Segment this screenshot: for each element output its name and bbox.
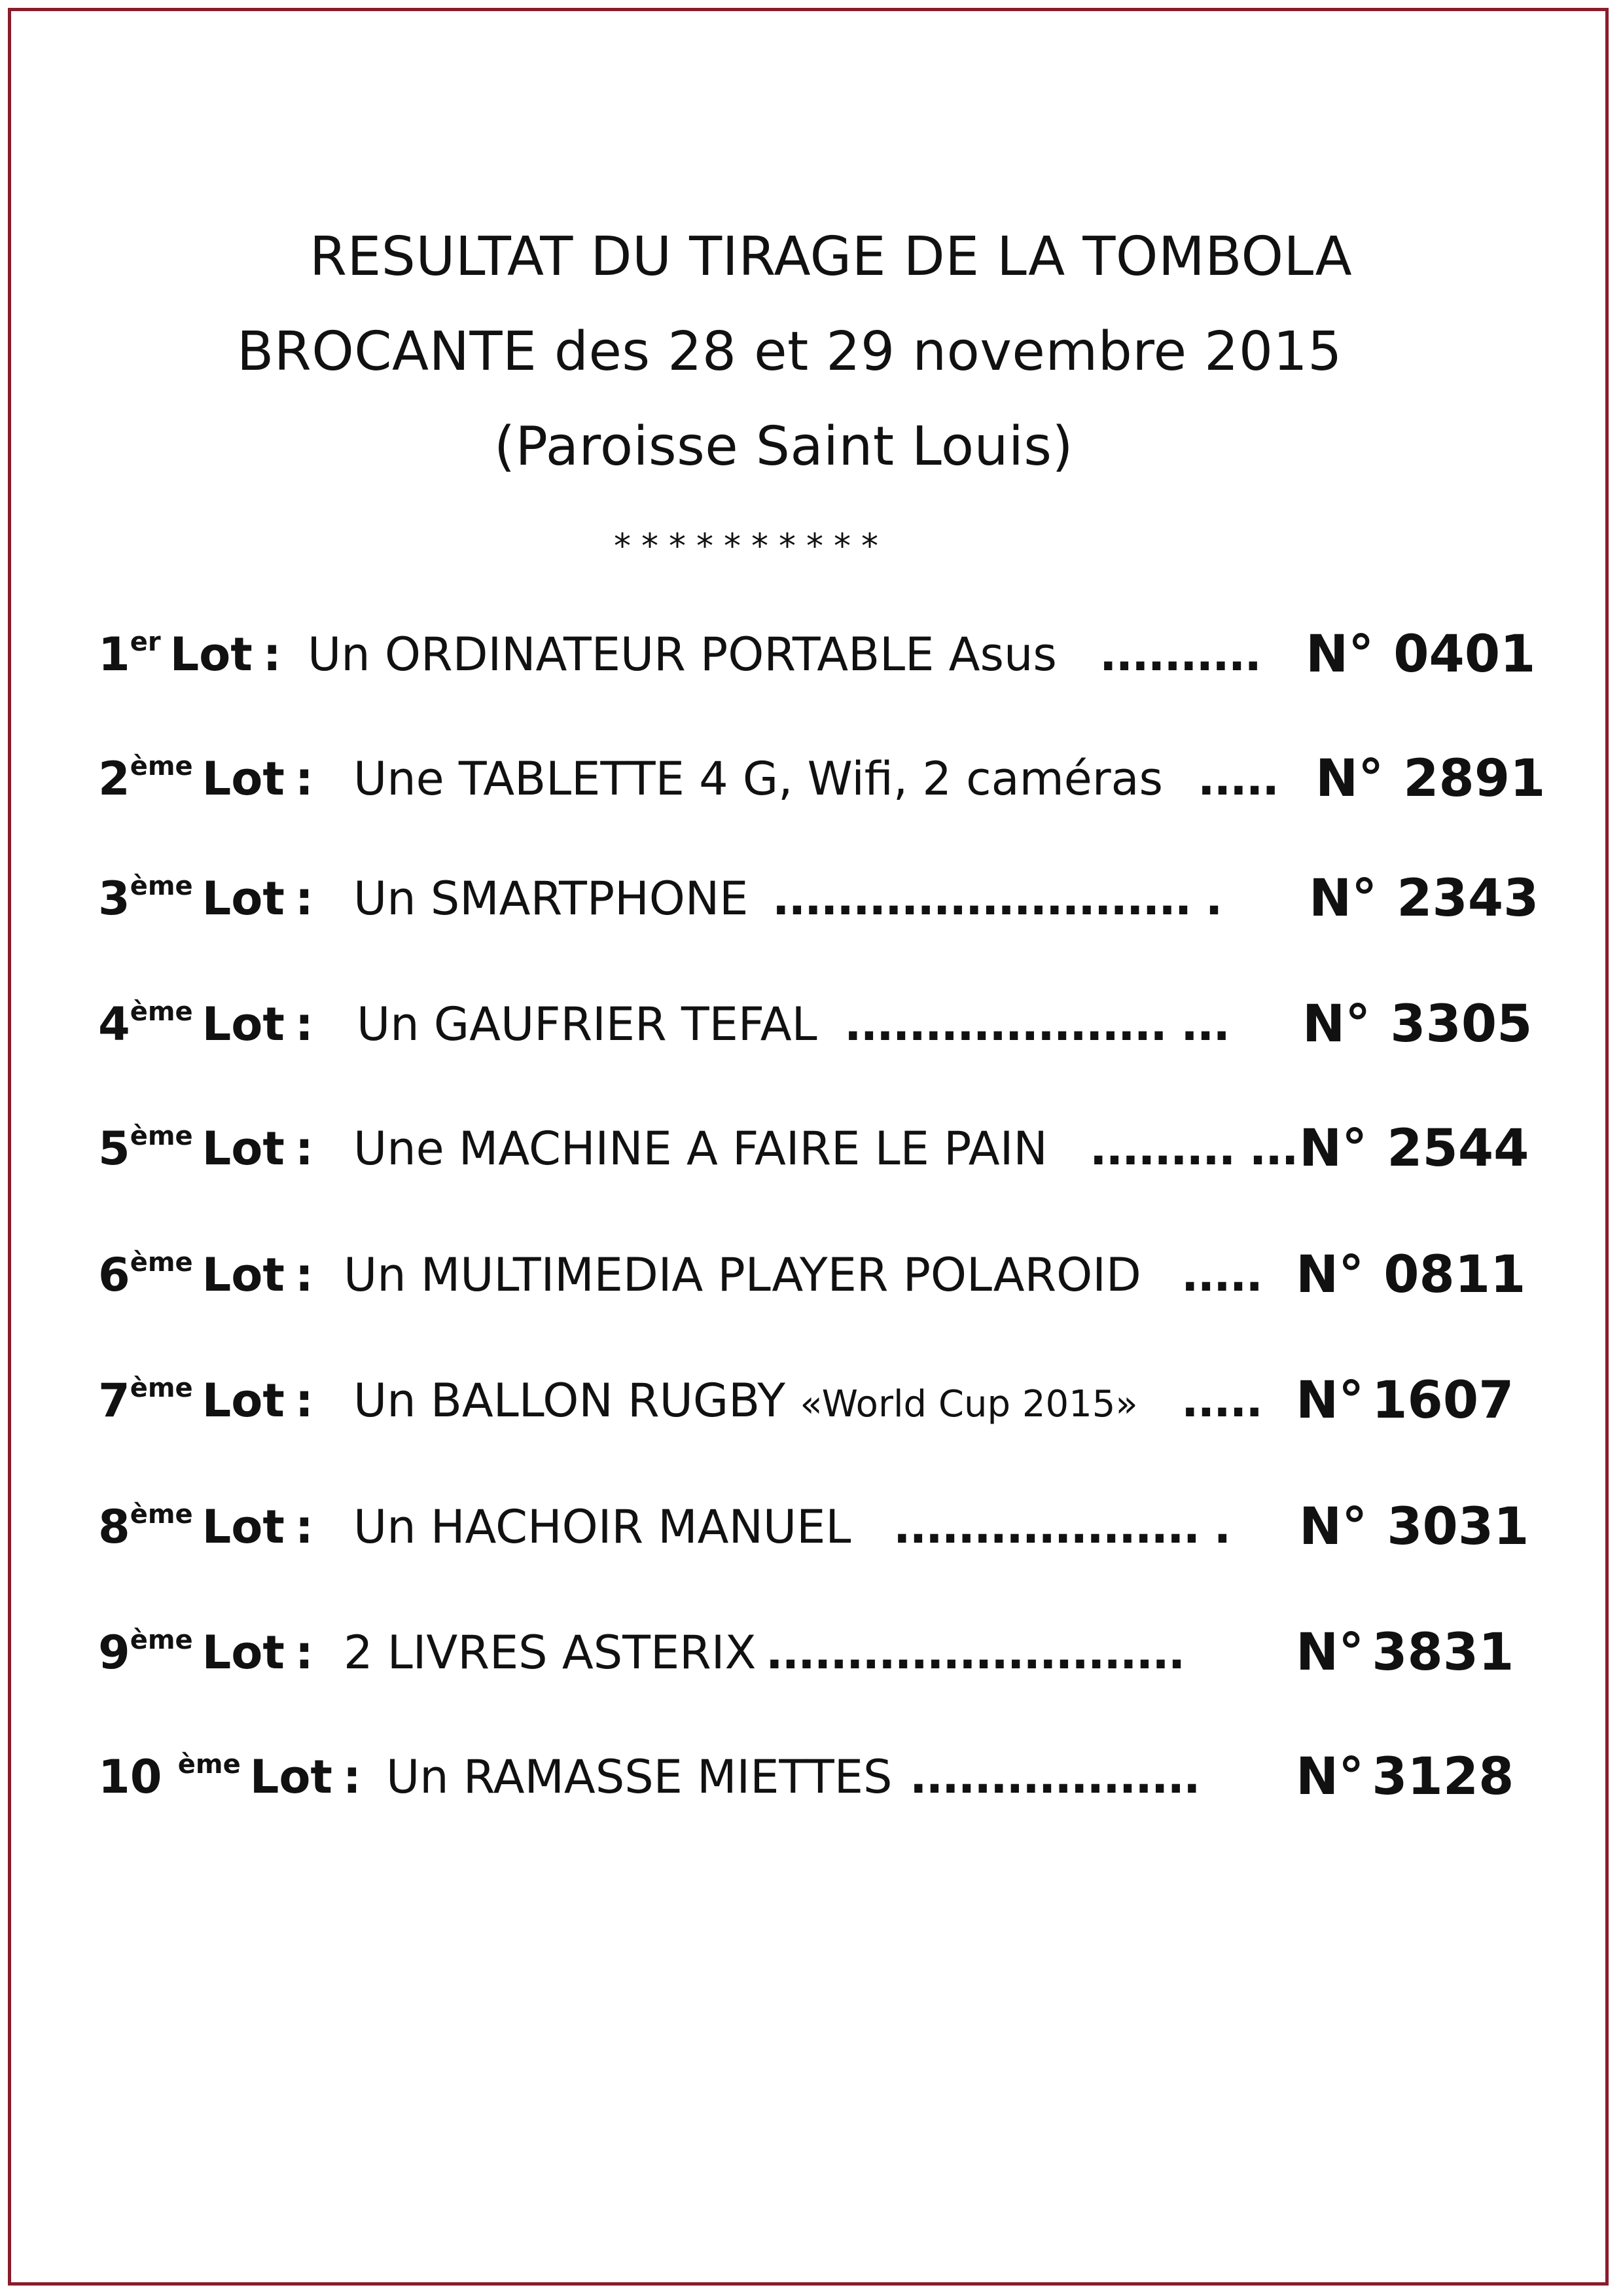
lot-row <box>0 1113 1623 1185</box>
lot-colon: : <box>294 752 313 806</box>
leader-dots: ......... ... <box>1090 1122 1298 1175</box>
leader-dots: .................... ... <box>844 997 1229 1051</box>
lot-description-text: Un HACHOIR MANUEL <box>353 1500 851 1554</box>
lot-row <box>0 743 1623 815</box>
lot-description <box>344 1239 1141 1311</box>
lot-winning-number <box>1309 863 1539 935</box>
number-prefix: N° <box>1315 749 1384 808</box>
lot-rank: 2 <box>98 752 130 806</box>
lot-rank: 1 <box>98 628 130 681</box>
lot-rank: 4 <box>98 997 130 1051</box>
lot-row <box>0 1239 1623 1311</box>
number-prefix: N° <box>1296 1623 1364 1682</box>
lot-colon: : <box>294 1626 313 1679</box>
lot-winning-number <box>1302 988 1532 1060</box>
lot-word: Lot <box>202 997 285 1051</box>
lot-colon: : <box>294 997 313 1051</box>
lot-rank-suffix: ème <box>130 1625 193 1655</box>
number-prefix: N° <box>1299 1119 1368 1178</box>
lot-row <box>0 619 1623 691</box>
separator-stars: ********** <box>614 527 889 566</box>
lot-description <box>344 1617 756 1689</box>
lot-description-text: Une MACHINE A FAIRE LE PAIN <box>353 1122 1048 1175</box>
lot-label <box>98 619 281 691</box>
lot-word: Lot <box>202 1500 285 1554</box>
lot-word: Lot <box>202 1248 285 1302</box>
lot-rank-suffix: er <box>130 627 161 657</box>
lot-row <box>0 1365 1623 1437</box>
lot-label <box>98 1491 313 1563</box>
lot-rank-suffix: ème <box>130 997 193 1027</box>
winning-number: 0811 <box>1383 1246 1526 1304</box>
number-prefix: N° <box>1306 625 1374 684</box>
number-prefix: N° <box>1296 1371 1364 1430</box>
lot-colon: : <box>294 1248 313 1302</box>
lot-rank-suffix: ème <box>130 1373 193 1403</box>
lot-rank-suffix: ème <box>130 1121 193 1151</box>
leader-dots: ..... <box>1181 1248 1262 1302</box>
lot-winning-number <box>1296 1365 1514 1437</box>
lot-description <box>353 1113 1048 1185</box>
leader-dots: ................... . <box>893 1500 1230 1554</box>
lot-label <box>98 743 313 815</box>
lot-winning-number <box>1315 743 1545 815</box>
lot-rank: 7 <box>98 1374 130 1427</box>
lot-label <box>98 1617 313 1689</box>
lot-description <box>353 1491 851 1563</box>
winning-number: 3305 <box>1390 995 1533 1054</box>
winning-number: 0401 <box>1393 625 1536 684</box>
lot-word: Lot <box>202 1374 285 1427</box>
lot-description-text: Une TABLETTE 4 G, Wifi, 2 caméras <box>353 752 1163 806</box>
lot-colon: : <box>294 1500 313 1554</box>
lot-description <box>357 988 817 1060</box>
lot-rank: 10 <box>98 1750 162 1804</box>
lot-rank: 6 <box>98 1248 130 1302</box>
lot-label <box>98 863 313 935</box>
lot-description-text: Un ORDINATEUR PORTABLE Asus <box>308 628 1057 681</box>
lot-label <box>98 1365 313 1437</box>
winning-number: 2343 <box>1397 869 1539 928</box>
lot-label <box>98 1113 313 1185</box>
lot-colon: : <box>342 1750 361 1804</box>
number-prefix: N° <box>1296 1748 1364 1806</box>
lot-winning-number <box>1306 619 1535 691</box>
lot-label <box>98 988 313 1060</box>
winning-number: 2891 <box>1403 749 1546 808</box>
lot-description <box>308 619 1057 691</box>
lot-row <box>0 1617 1623 1689</box>
lot-label <box>98 1741 361 1813</box>
lot-rank-suffix: ème <box>130 1499 193 1530</box>
lot-description-text: Un MULTIMEDIA PLAYER POLAROID <box>344 1248 1141 1302</box>
leader-dots: ..... <box>1181 1374 1262 1427</box>
lot-word: Lot <box>202 1626 285 1679</box>
lot-winning-number <box>1296 1239 1525 1311</box>
lot-colon: : <box>294 872 313 925</box>
document-subtitle: BROCANTE des 28 et 29 novembre 2015 <box>237 321 1342 383</box>
document-title: RESULTAT DU TIRAGE DE LA TOMBOLA <box>310 226 1353 288</box>
winning-number: 3128 <box>1372 1748 1514 1806</box>
lot-description-text: 2 LIVRES ASTERIX <box>344 1626 757 1679</box>
lot-winning-number <box>1296 1741 1514 1813</box>
lot-description-detail: «World Cup 2015» <box>800 1383 1138 1426</box>
number-prefix: N° <box>1302 995 1371 1054</box>
lot-rank-suffix: ème <box>130 751 193 781</box>
lot-rank-suffix: ème <box>177 1749 241 1780</box>
leader-dots: .................. <box>910 1750 1200 1804</box>
lot-colon: : <box>294 1374 313 1427</box>
winning-number: 3031 <box>1387 1498 1529 1556</box>
lot-rank: 9 <box>98 1626 130 1679</box>
number-prefix: N° <box>1299 1498 1368 1556</box>
lot-rank: 3 <box>98 872 130 925</box>
lot-row <box>0 1741 1623 1813</box>
lot-row <box>0 863 1623 935</box>
leader-dots: .......................... . <box>772 872 1222 925</box>
lot-winning-number <box>1296 1617 1514 1689</box>
document-organizer: (Paroisse Saint Louis) <box>494 416 1073 478</box>
lot-description-text: Un RAMASSE MIETTES <box>386 1750 893 1804</box>
leader-dots: .......... <box>1099 628 1260 681</box>
lot-description <box>386 1741 892 1813</box>
lot-description <box>353 1365 1138 1441</box>
winning-number: 1607 <box>1372 1371 1514 1430</box>
lot-colon: : <box>294 1122 313 1175</box>
leader-dots: .......................... <box>766 1626 1185 1679</box>
lot-label <box>98 1239 313 1311</box>
leader-dots: ..... <box>1198 752 1278 806</box>
lot-word: Lot <box>169 628 253 681</box>
lot-winning-number <box>1299 1491 1529 1563</box>
winning-number: 3831 <box>1372 1623 1514 1682</box>
lot-description-text: Un GAUFRIER TEFAL <box>357 997 817 1051</box>
lot-description <box>353 863 748 935</box>
lot-description-text: Un BALLON RUGBY <box>353 1374 786 1427</box>
lot-word: Lot <box>249 1750 332 1804</box>
lot-word: Lot <box>202 872 285 925</box>
lot-description-text: Un SMARTPHONE <box>353 872 749 925</box>
lot-word: Lot <box>202 752 285 806</box>
lot-row <box>0 988 1623 1060</box>
lot-colon: : <box>262 628 281 681</box>
lot-rank-suffix: ème <box>130 871 193 901</box>
lot-rank-suffix: ème <box>130 1247 193 1278</box>
lot-rank: 5 <box>98 1122 130 1175</box>
winning-number: 2544 <box>1387 1119 1529 1178</box>
lot-winning-number <box>1299 1113 1529 1185</box>
lot-rank: 8 <box>98 1500 130 1554</box>
number-prefix: N° <box>1309 869 1378 928</box>
lot-word: Lot <box>202 1122 285 1175</box>
lot-description <box>353 743 1163 815</box>
number-prefix: N° <box>1296 1246 1364 1304</box>
lot-row <box>0 1491 1623 1563</box>
